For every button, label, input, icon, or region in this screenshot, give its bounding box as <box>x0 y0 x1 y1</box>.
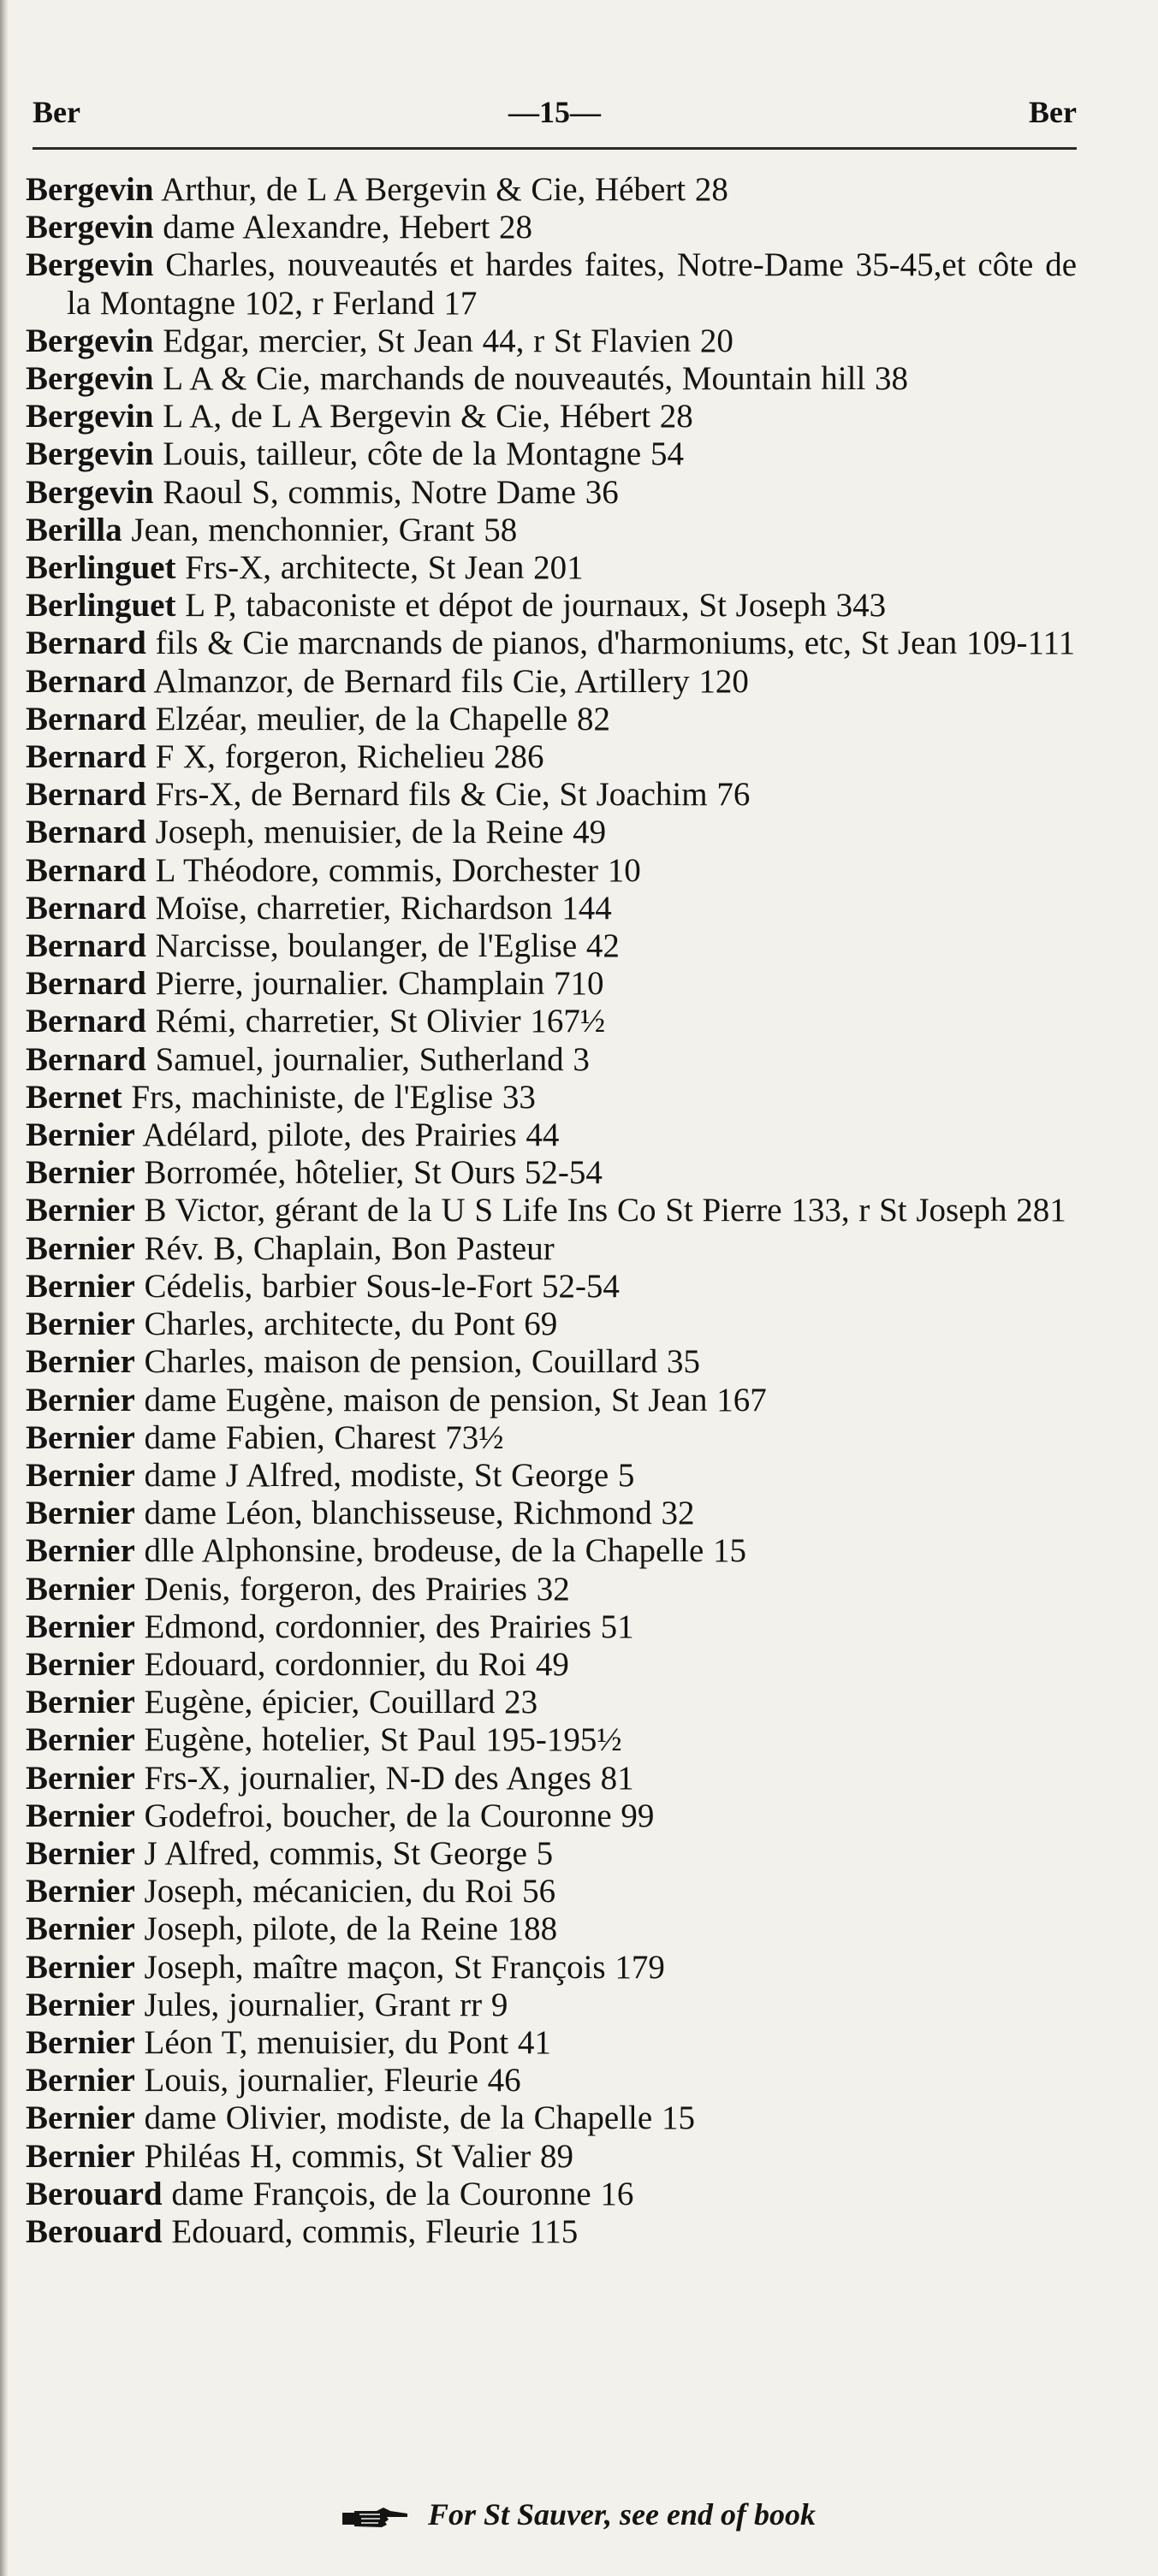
directory-entry <box>26 1154 1077 1192</box>
directory-entry <box>26 1457 1077 1495</box>
directory-entry <box>26 1003 1077 1040</box>
entry-surname: Bernard <box>26 814 146 851</box>
entry-surname: Bergevin <box>26 473 154 511</box>
entry-surname: Bernier <box>26 1986 135 2023</box>
entry-details: Edouard, cordonnier, du Roi 49 <box>134 1645 569 1683</box>
entry-details: Frs-X, architecte, St Jean 201 <box>175 549 584 587</box>
entry-surname: Bergevin <box>26 322 154 359</box>
directory-entry <box>26 360 1077 398</box>
entry-surname: Bernard <box>26 776 146 814</box>
entry-details: Eugène, hotelier, St Paul 195-195½ <box>134 1721 622 1759</box>
header-rule <box>33 147 1077 150</box>
entry-surname: Bernier <box>26 1645 135 1683</box>
entry-surname: Bernier <box>26 1721 135 1759</box>
entry-surname: Bernard <box>26 738 146 776</box>
directory-entry <box>26 1760 1077 1797</box>
page-spine-shadow <box>0 0 9 2576</box>
directory-entry <box>26 1419 1077 1457</box>
entry-details: Jean, menchonnier, Grant 58 <box>122 511 518 548</box>
entry-details: Charles, nouveautés et hardes faites, Notre-Dame 35-45,et côte de la Montagne 102, r Ferland 17 <box>67 246 1077 322</box>
entry-details: dame Eugène, maison de pension, St Jean 167 <box>134 1381 767 1418</box>
entry-surname: Bernier <box>26 1418 135 1456</box>
entry-surname: Bernier <box>26 1229 135 1267</box>
entry-details: Rév. B, Chaplain, Bon Pasteur <box>134 1229 555 1267</box>
directory-entry <box>26 1721 1077 1759</box>
entry-details: Arthur, de L A Bergevin & Cie, Hébert 28 <box>153 171 728 208</box>
entry-surname: Bernard <box>26 1003 146 1040</box>
directory-entry <box>26 1797 1077 1835</box>
entry-surname: Bernier <box>26 1343 135 1381</box>
entry-surname: Bernier <box>26 1797 135 1834</box>
entry-surname: Bernier <box>26 1910 135 1948</box>
entry-surname: Bernier <box>26 1873 135 1910</box>
header-right-guide: Ber <box>1029 95 1077 129</box>
page-header <box>33 94 1077 137</box>
entry-surname: Bergevin <box>26 171 154 208</box>
entry-surname: Bernier <box>26 2062 135 2099</box>
directory-entry <box>26 1495 1077 1532</box>
entry-surname: Bernier <box>26 1759 135 1797</box>
directory-entry <box>26 435 1077 473</box>
entry-surname: Bergevin <box>26 209 154 246</box>
directory-entry <box>26 965 1077 1003</box>
entry-surname: Bernier <box>26 1456 135 1494</box>
directory-entry <box>26 852 1077 890</box>
entry-details: L A & Cie, marchands de nouveautés, Mountain hill 38 <box>153 360 909 398</box>
directory-entry <box>26 2062 1077 2099</box>
entry-surname: Berlinguet <box>26 549 176 587</box>
entry-surname: Bernier <box>26 1306 135 1343</box>
directory-entry <box>26 738 1077 776</box>
directory-entry <box>26 171 1077 209</box>
directory-entry <box>26 1910 1077 1948</box>
directory-entry <box>26 1041 1077 1079</box>
entry-surname: Bernard <box>26 965 146 1003</box>
directory-entries <box>26 171 1077 2251</box>
directory-entry <box>26 1079 1077 1116</box>
entry-details: Léon T, menuisier, du Pont 41 <box>134 2023 551 2061</box>
entry-details: Edmond, cordonnier, des Prairies 51 <box>134 1608 634 1645</box>
entry-surname: Bernier <box>26 2099 135 2137</box>
directory-entry <box>26 1873 1077 1910</box>
entry-details: Frs-X, journalier, N-D des Anges 81 <box>134 1759 634 1797</box>
entry-details: dame Fabien, Charest 73½ <box>134 1418 504 1456</box>
directory-entry <box>26 927 1077 965</box>
entry-details: fils & Cie marcnands de pianos, d'harmoniums, etc, St Jean 109-111 <box>145 625 1076 662</box>
entry-details: Joseph, maître maçon, St François 179 <box>134 1948 665 1986</box>
directory-entry <box>26 663 1077 701</box>
entry-surname: Bernier <box>26 1154 135 1192</box>
page-number: —15— <box>508 95 601 129</box>
header-left-guide: Ber <box>33 95 80 129</box>
entry-details: L P, tabaconiste et dépot de journaux, St Joseph 343 <box>175 587 887 625</box>
entry-surname: Bernard <box>26 1040 146 1078</box>
entry-details: Rémi, charretier, St Olivier 167½ <box>145 1003 606 1040</box>
directory-entry <box>26 2176 1077 2213</box>
footer-note: For St Sauver, see end of book <box>427 2497 817 2532</box>
entry-surname: Bernier <box>26 1116 135 1154</box>
directory-entry <box>26 776 1077 814</box>
entry-surname: Bergevin <box>26 360 154 398</box>
entry-surname: Bergevin <box>26 435 154 473</box>
entry-surname: Berilla <box>26 511 122 548</box>
entry-details: Godefroi, boucher, de la Couronne 99 <box>134 1797 655 1834</box>
entry-details: Borromée, hôtelier, St Ours 52-54 <box>134 1154 603 1192</box>
entry-details: Edgar, mercier, St Jean 44, r St Flavien 20 <box>153 322 733 359</box>
entry-details: Joseph, mécanicien, du Roi 56 <box>134 1873 556 1910</box>
entry-surname: Berouard <box>26 2175 163 2212</box>
directory-entry <box>26 2213 1077 2251</box>
directory-entry <box>26 549 1077 587</box>
entry-surname: Bernard <box>26 625 146 662</box>
entry-surname: Bernier <box>26 1608 135 1645</box>
entry-details: dlle Alphonsine, brodeuse, de la Chapelle 15 <box>134 1532 747 1570</box>
entry-details: L Théodore, commis, Dorchester 10 <box>145 851 641 889</box>
directory-entry <box>26 1382 1077 1419</box>
entry-surname: Bernier <box>26 1684 135 1721</box>
directory-entry <box>26 814 1077 851</box>
entry-details: L A, de L A Bergevin & Cie, Hébert 28 <box>153 398 693 435</box>
entry-surname: Bernier <box>26 1948 135 1986</box>
entry-details: Adélard, pilote, des Prairies 44 <box>134 1116 560 1154</box>
entry-details: Moïse, charretier, Richardson 144 <box>145 889 612 927</box>
entry-surname: Bernier <box>26 1532 135 1570</box>
directory-entry <box>26 701 1077 738</box>
directory-entry <box>26 587 1077 625</box>
entry-details: Edouard, commis, Fleurie 115 <box>162 2212 579 2250</box>
directory-entry <box>26 1532 1077 1570</box>
entry-details: F X, forgeron, Richelieu 286 <box>145 738 544 776</box>
directory-entry <box>26 890 1077 927</box>
page-footer <box>0 2496 1158 2532</box>
entry-details: Eugène, épicier, Couillard 23 <box>134 1684 538 1721</box>
entry-surname: Bernier <box>26 1495 135 1532</box>
entry-surname: Bernard <box>26 700 146 737</box>
entry-details: Samuel, journalier, Sutherland 3 <box>145 1040 590 1078</box>
pointing-hand-icon <box>342 2506 409 2530</box>
entry-surname: Berouard <box>26 2212 163 2250</box>
entry-surname: Bernard <box>26 662 146 700</box>
directory-entry <box>26 1646 1077 1684</box>
entry-details: Cédelis, barbier Sous-le-Fort 52-54 <box>134 1267 620 1305</box>
entry-surname: Bernier <box>26 1267 135 1305</box>
directory-entry <box>26 1987 1077 2024</box>
entry-details: Philéas H, commis, St Valier 89 <box>134 2137 574 2175</box>
directory-entry <box>26 1949 1077 1987</box>
entry-details: Elzéar, meulier, de la Chapelle 82 <box>145 700 610 737</box>
entry-details: Frs, machiniste, de l'Eglise 33 <box>122 1078 536 1116</box>
entry-details: dame François, de la Couronne 16 <box>162 2175 634 2212</box>
directory-entry <box>26 2138 1077 2176</box>
directory-entry <box>26 209 1077 246</box>
directory-entry <box>26 1268 1077 1306</box>
entry-details: Denis, forgeron, des Prairies 32 <box>134 1570 570 1608</box>
entry-surname: Bernier <box>26 1192 135 1229</box>
entry-details: dame Olivier, modiste, de la Chapelle 15 <box>134 2099 695 2137</box>
entry-surname: Bernet <box>26 1078 122 1116</box>
entry-surname: Bernard <box>26 927 146 965</box>
directory-entry <box>26 512 1077 549</box>
entry-surname: Bergevin <box>26 398 154 435</box>
directory-entry <box>26 625 1077 662</box>
directory-entry <box>26 1230 1077 1268</box>
entry-surname: Bernard <box>26 851 146 889</box>
entry-surname: Bernier <box>26 2137 135 2175</box>
entry-details: dame J Alfred, modiste, St George 5 <box>134 1456 635 1494</box>
entry-details: J Alfred, commis, St George 5 <box>134 1834 554 1872</box>
entry-surname: Bernier <box>26 2023 135 2061</box>
entry-details: Jules, journalier, Grant rr 9 <box>134 1986 508 2023</box>
directory-entry <box>26 1684 1077 1721</box>
directory-entry <box>26 398 1077 435</box>
entry-surname: Bergevin <box>26 246 154 284</box>
entry-surname: Bernard <box>26 889 146 927</box>
entry-details: Joseph, pilote, de la Reine 188 <box>134 1910 558 1948</box>
directory-entry <box>26 1608 1077 1646</box>
entry-details: Pierre, journalier. Champlain 710 <box>145 965 604 1003</box>
directory-entry <box>26 2099 1077 2137</box>
entry-details: Raoul S, commis, Notre Dame 36 <box>153 473 619 511</box>
entry-details: Louis, tailleur, côte de la Montagne 54 <box>153 435 684 473</box>
entry-details: Charles, maison de pension, Couillard 35 <box>134 1343 701 1381</box>
directory-entry <box>26 246 1077 322</box>
directory-entry <box>26 1192 1077 1229</box>
directory-entry <box>26 1343 1077 1381</box>
entry-details: Charles, architecte, du Pont 69 <box>134 1306 558 1343</box>
directory-entry <box>26 1306 1077 1343</box>
directory-entry <box>26 1571 1077 1608</box>
directory-entry <box>26 2024 1077 2062</box>
entry-details: Narcisse, boulanger, de l'Eglise 42 <box>145 927 620 965</box>
entry-details: Almanzor, de Bernard fils Cie, Artillery 120 <box>145 662 749 700</box>
directory-entry <box>26 1835 1077 1873</box>
entry-details: Frs-X, de Bernard fils & Cie, St Joachim 76 <box>145 776 751 814</box>
directory-entry <box>26 474 1077 512</box>
entry-details: Joseph, menuisier, de la Reine 49 <box>145 814 607 851</box>
directory-entry <box>26 1116 1077 1154</box>
entry-details: Louis, journalier, Fleurie 46 <box>134 2062 521 2099</box>
directory-entry <box>26 323 1077 360</box>
entry-details: dame Léon, blanchisseuse, Richmond 32 <box>134 1495 695 1532</box>
entry-details: dame Alexandre, Hebert 28 <box>153 209 533 246</box>
entry-surname: Bernier <box>26 1570 135 1608</box>
entry-surname: Bernier <box>26 1834 135 1872</box>
entry-surname: Berlinguet <box>26 587 176 625</box>
entry-details: B Victor, gérant de la U S Life Ins Co St Pierre 133, r St Joseph 281 <box>134 1192 1066 1229</box>
entry-surname: Bernier <box>26 1381 135 1418</box>
